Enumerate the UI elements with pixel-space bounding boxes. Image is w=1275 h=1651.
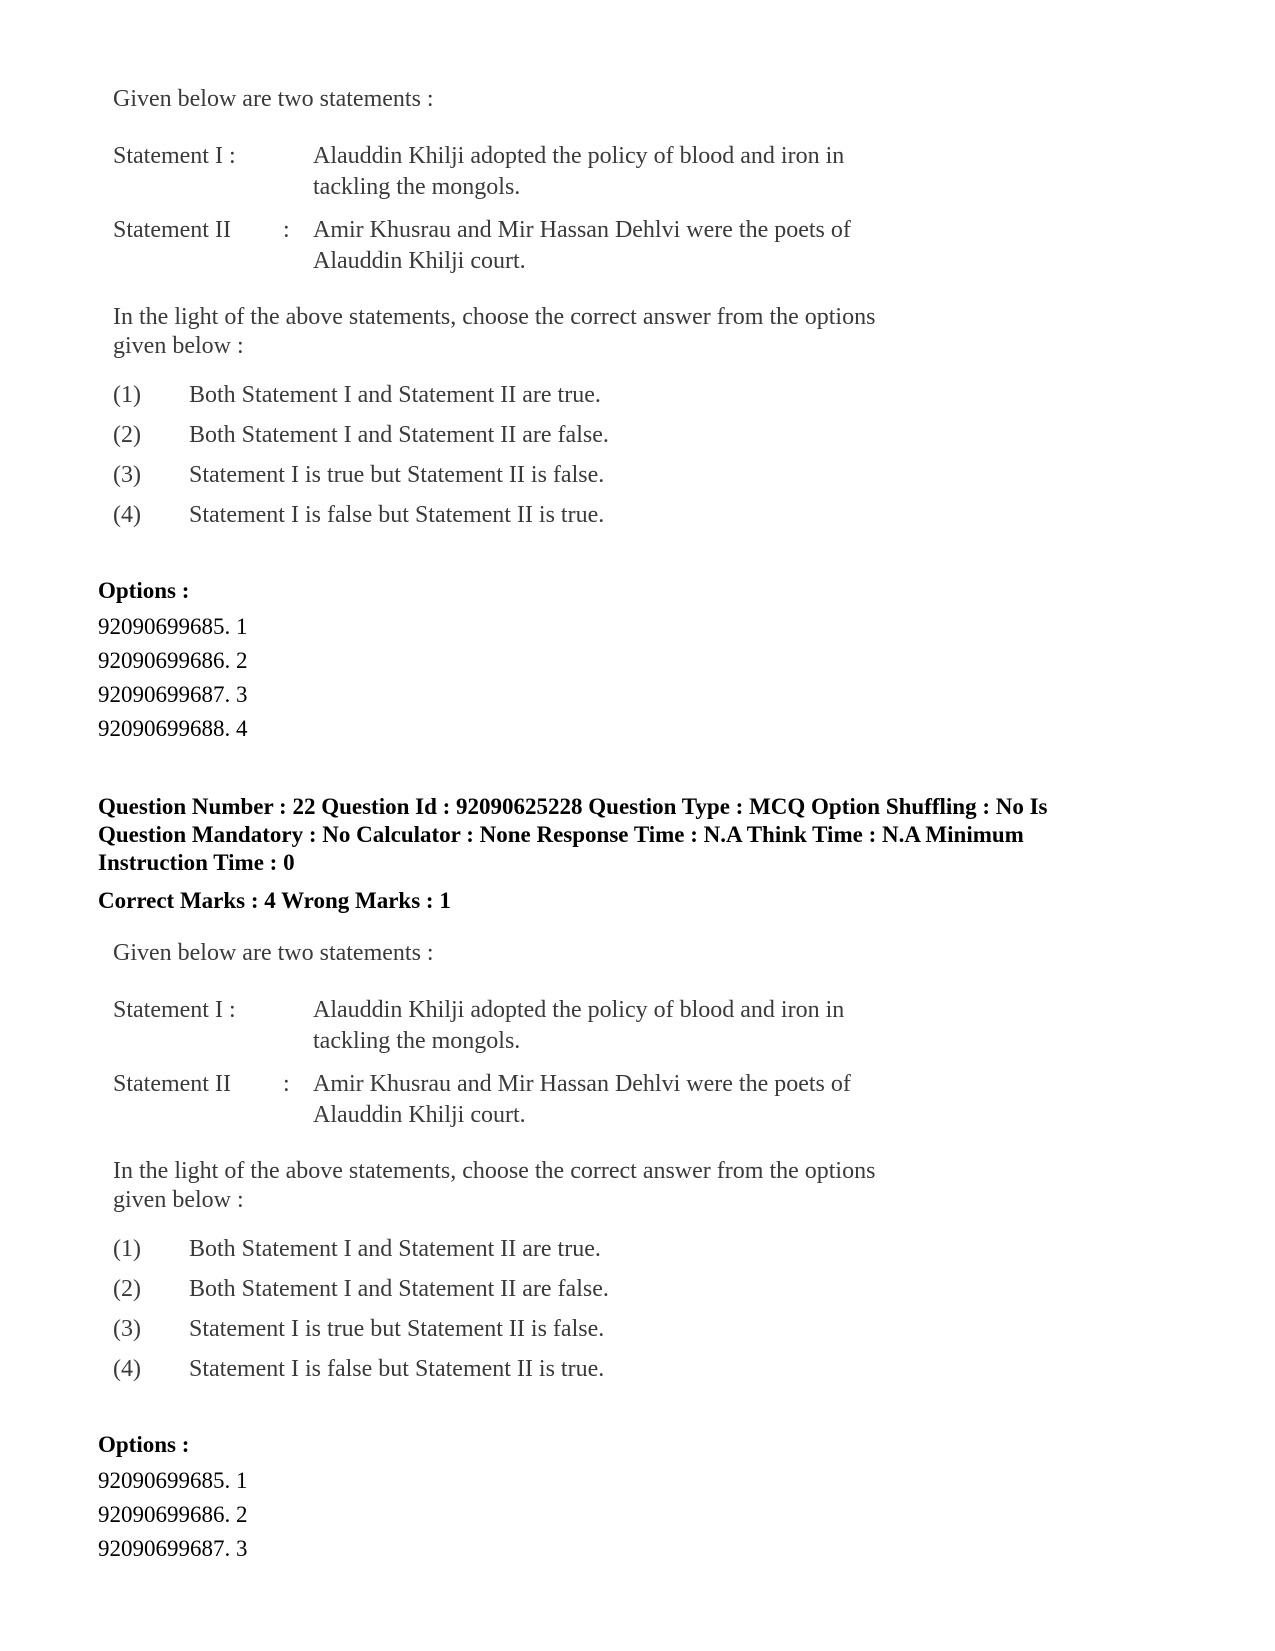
option-id: 92090699687. 3 (98, 1536, 248, 1561)
statement-label: Statement II (113, 217, 231, 243)
statement-label: Statement I : (113, 997, 236, 1023)
choice-item (113, 495, 1053, 535)
statement-colon: : (283, 1071, 290, 1097)
choice-number: (3) (113, 1316, 141, 1342)
statement-line: tackling the mongols. (313, 1028, 521, 1054)
option-id: 92090699685. 1 (98, 614, 248, 639)
options-list (98, 1464, 248, 1566)
marks-info: Correct Marks : 4 Wrong Marks : 1 (98, 888, 451, 913)
options-heading: Options : (98, 1432, 190, 1457)
choice-text: Both Statement I and Statement II are true. (189, 1236, 601, 1262)
options-list (98, 610, 248, 746)
choice-text: Statement I is true but Statement II is false. (189, 462, 605, 488)
question-prompt (113, 1157, 1053, 1215)
statement-2 (113, 1069, 1053, 1131)
statement-text (313, 1069, 1053, 1131)
statement-line: Amir Khusrau and Mir Hassan Dehlvi were the poets of (313, 217, 851, 243)
meta-line: Question Number : 22 Question Id : 92090625228 Question Type : MCQ Option Shuffling : No Is (98, 794, 1048, 819)
prompt-line: In the light of the above statements, choose the correct answer from the options (113, 1158, 876, 1184)
statement-1 (113, 141, 1053, 203)
option-id: 92090699687. 3 (98, 682, 248, 707)
choice-number: (2) (113, 422, 141, 448)
choice-number: (1) (113, 382, 141, 408)
choice-item (113, 1229, 1053, 1269)
question-intro: Given below are two statements : (113, 940, 434, 966)
choice-list (113, 375, 1053, 535)
statement-line: Alauddin Khilji court. (313, 248, 526, 274)
options-heading: Options : (98, 578, 190, 603)
choice-item (113, 455, 1053, 495)
statement-label: Statement I : (113, 143, 236, 169)
statement-line: Amir Khusrau and Mir Hassan Dehlvi were the poets of (313, 1071, 851, 1097)
question-prompt (113, 303, 1053, 361)
choice-number: (4) (113, 1356, 141, 1382)
choice-list (113, 1229, 1053, 1389)
choice-text: Both Statement I and Statement II are false. (189, 422, 609, 448)
option-id: 92090699686. 2 (98, 1502, 248, 1527)
statement-2 (113, 215, 1053, 277)
choice-text: Statement I is false but Statement II is true. (189, 1356, 605, 1382)
statement-line: tackling the mongols. (313, 174, 521, 200)
choice-item (113, 1349, 1053, 1389)
option-id: 92090699686. 2 (98, 648, 248, 673)
statement-colon: : (283, 217, 290, 243)
choice-number: (2) (113, 1276, 141, 1302)
meta-line: Question Mandatory : No Calculator : None Response Time : N.A Think Time : N.A Minimum (98, 822, 1024, 847)
statement-line: Alauddin Khilji adopted the policy of blood and iron in (313, 997, 845, 1023)
choice-text: Statement I is true but Statement II is false. (189, 1316, 605, 1342)
statement-text (313, 141, 1053, 203)
prompt-line: given below : (113, 1187, 244, 1213)
choice-number: (4) (113, 502, 141, 528)
statement-line: Alauddin Khilji adopted the policy of blood and iron in (313, 143, 845, 169)
choice-item (113, 415, 1053, 455)
prompt-line: given below : (113, 333, 244, 359)
statement-text (313, 995, 1053, 1057)
question-intro: Given below are two statements : (113, 86, 434, 112)
choice-number: (1) (113, 1236, 141, 1262)
choice-item (113, 1269, 1053, 1309)
choice-item (113, 1309, 1053, 1349)
prompt-line: In the light of the above statements, choose the correct answer from the options (113, 304, 876, 330)
choice-text: Statement I is false but Statement II is true. (189, 502, 605, 528)
choice-number: (3) (113, 462, 141, 488)
option-id: 92090699688. 4 (98, 716, 248, 741)
question-22-block (113, 938, 1053, 1389)
choice-text: Both Statement I and Statement II are true. (189, 382, 601, 408)
choice-text: Both Statement I and Statement II are false. (189, 1276, 609, 1302)
meta-line: Instruction Time : 0 (98, 850, 295, 875)
statement-label: Statement II (113, 1071, 231, 1097)
statement-1 (113, 995, 1053, 1057)
question-meta (98, 793, 1178, 877)
question-21-block (113, 84, 1053, 535)
statement-text (313, 215, 1053, 277)
option-id: 92090699685. 1 (98, 1468, 248, 1493)
choice-item (113, 375, 1053, 415)
statement-line: Alauddin Khilji court. (313, 1102, 526, 1128)
